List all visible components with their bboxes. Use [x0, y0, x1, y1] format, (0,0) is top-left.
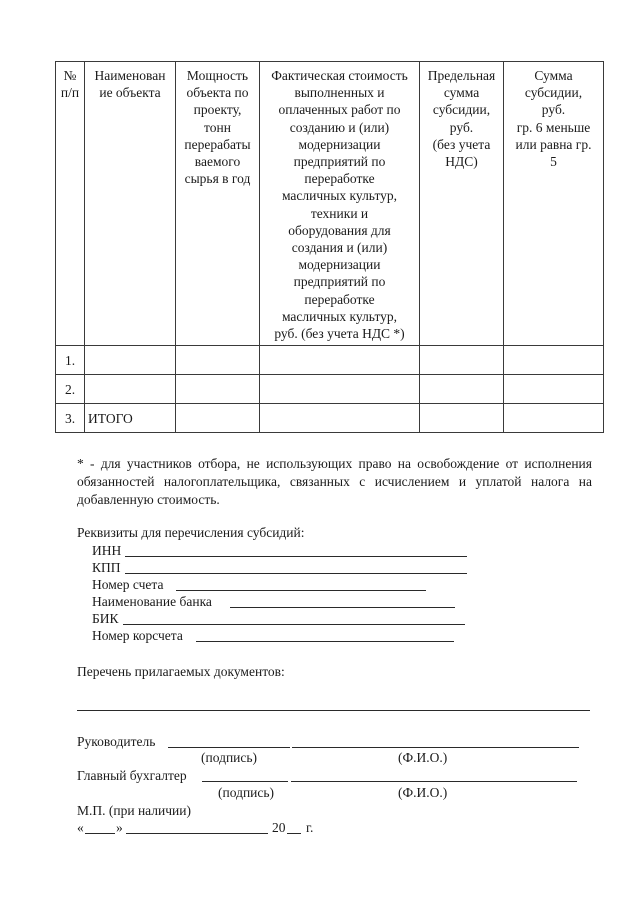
row-object-name	[85, 346, 176, 375]
row-number: 1.	[56, 346, 85, 375]
accountant-signature-field[interactable]	[202, 781, 288, 782]
accountant-label: Главный бухгалтер	[77, 768, 187, 783]
account-label: Номер счета	[92, 577, 164, 592]
requisites-title: Реквизиты для перечисления субсидий:	[77, 525, 305, 540]
corr-account-field[interactable]	[196, 641, 454, 642]
row-cell	[420, 346, 504, 375]
bik-label: БИК	[92, 611, 119, 626]
row-cell	[176, 346, 260, 375]
accountant-name-field[interactable]	[291, 781, 577, 782]
row-cell	[504, 404, 604, 433]
date-suffix: г.	[306, 820, 314, 835]
row-cell	[504, 375, 604, 404]
subsidy-table	[55, 61, 604, 433]
col-header-max-subsidy: Предельная сумма субсидии, руб. (без учета НДС)	[420, 62, 504, 346]
head-label: Руководитель	[77, 734, 156, 749]
row-cell	[260, 375, 420, 404]
date-month-field[interactable]	[126, 833, 268, 834]
accountant-signature-hint: (подпись)	[218, 785, 275, 800]
col-header-capacity: Мощность объекта по проекту, тонн перерабаты ваемого сырья в год	[176, 62, 260, 346]
row-cell	[260, 346, 420, 375]
inn-field[interactable]	[125, 556, 467, 557]
bank-name-field[interactable]	[230, 607, 455, 608]
head-signature-hint: (подпись)	[201, 750, 258, 765]
kpp-label: КПП	[92, 560, 121, 575]
row-object-name: ИТОГО	[85, 404, 176, 433]
kpp-field[interactable]	[125, 573, 467, 574]
table-row	[56, 346, 604, 375]
date-quote-close: »	[116, 820, 123, 835]
row-number: 3.	[56, 404, 85, 433]
date-quote-open: «	[77, 820, 84, 835]
accountant-name-hint: (Ф.И.О.)	[398, 785, 448, 800]
bank-name-label: Наименование банка	[92, 594, 212, 609]
date-day-field[interactable]	[85, 833, 115, 834]
col-header-subsidy-amount: Сумма субсидии, руб. гр. 6 меньше или равна гр. 5	[504, 62, 604, 346]
row-cell	[260, 404, 420, 433]
col-header-actual-cost: Фактическая стоимость выполненных и оплаченных работ по созданию и (или) модернизации предприятий по переработке масличных культур, техники и оборудования для создания и (или) модернизации предприятий по переработке масличных культур, руб. (без учета НДС *)	[260, 62, 420, 346]
inn-label: ИНН	[92, 543, 122, 558]
row-cell	[420, 404, 504, 433]
date-year-prefix: 20	[272, 820, 286, 835]
documents-field[interactable]	[77, 710, 590, 711]
col-header-object-name: Наименован ие объекта	[85, 62, 176, 346]
row-object-name	[85, 375, 176, 404]
row-cell	[504, 346, 604, 375]
date-year-field[interactable]	[287, 833, 301, 834]
head-name-hint: (Ф.И.О.)	[398, 750, 448, 765]
account-field[interactable]	[176, 590, 426, 591]
row-number: 2.	[56, 375, 85, 404]
row-cell	[176, 375, 260, 404]
table-row	[56, 375, 604, 404]
bik-field[interactable]	[123, 624, 465, 625]
vat-footnote: * - для участников отбора, не использующих право на освобождение от исполнения обязанностей налогоплательщика, связанных с исчислением и уплатой налога на добавленную стоимость.	[77, 456, 592, 507]
table-row-total	[56, 404, 604, 433]
corr-account-label: Номер корсчета	[92, 628, 183, 643]
seal-label: М.П. (при наличии)	[77, 803, 191, 818]
col-header-number: № п/п	[56, 62, 85, 346]
table-header-row	[56, 62, 604, 346]
documents-label: Перечень прилагаемых документов:	[77, 664, 285, 679]
row-cell	[420, 375, 504, 404]
head-name-field[interactable]	[292, 747, 579, 748]
row-cell	[176, 404, 260, 433]
head-signature-field[interactable]	[168, 747, 290, 748]
